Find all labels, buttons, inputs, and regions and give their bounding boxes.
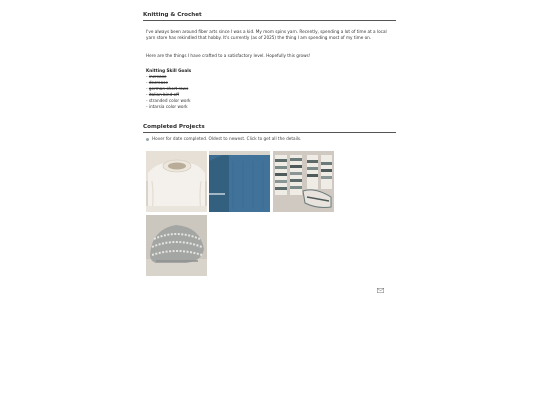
project-thumbnail-cream-sweater[interactable]	[146, 151, 207, 212]
goal-item: - stranded color work	[146, 98, 191, 104]
goal-item: - increase	[146, 74, 167, 79]
project-thumbnail-grey-hat[interactable]	[146, 215, 207, 276]
cream-sweater-photo	[146, 151, 207, 212]
mail-icon[interactable]	[377, 288, 384, 293]
project-thumbnail-striped-socks[interactable]	[273, 151, 334, 212]
projects-note: Hover for date completed. Oldest to newest. Click to get all the details.	[146, 136, 301, 141]
knitting-section	[143, 12, 396, 21]
blue-sweater-photo	[209, 151, 270, 212]
goal-item: - italian bind off	[146, 92, 180, 98]
intro-paragraph: I've always been around fiber arts since I was a kid. My mom spins yarn. Recently, spending a lot of time at a local yarn store has rekindled that hobby. It's currently (as of 2025) the thing I am spending most of my time on.	[146, 29, 387, 40]
bullet-icon	[146, 138, 149, 141]
section-heading-knitting: Knitting & Crochet	[143, 12, 396, 21]
skills-paragraph: Here are the things I have crafted to a satisfactory level. Hopefully this grows!	[146, 53, 311, 58]
grey-hat-photo	[146, 215, 207, 276]
goal-item: - german short rows	[146, 86, 189, 92]
goals-list	[146, 74, 191, 111]
goal-item: - decrease	[146, 80, 168, 86]
projects-section	[143, 124, 396, 133]
striped-socks-photo	[273, 151, 334, 212]
section-heading-projects: Completed Projects	[143, 124, 396, 133]
goals-title: Knitting Skill Goals	[146, 68, 192, 73]
goal-item: - intarsia color work	[146, 104, 188, 110]
project-thumbnail-blue-sweater[interactable]	[209, 151, 270, 212]
